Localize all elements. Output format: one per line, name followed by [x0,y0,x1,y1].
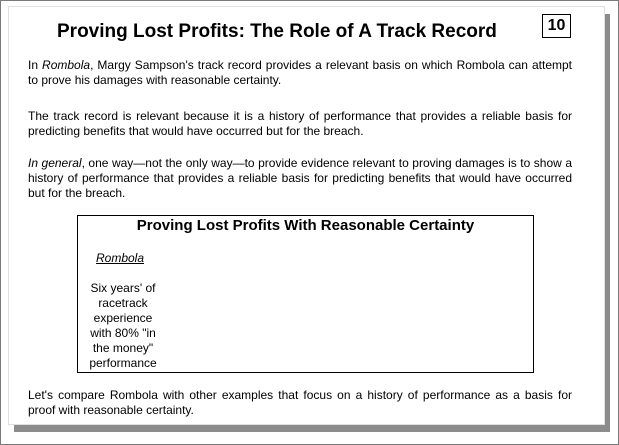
paragraph-text: , Margy Sampson's track record provides a relevant basis on which Rombola can attempt to prove his damages with reasonable certainty. [28,58,572,87]
box-title: Proving Lost Profits With Reasonable Certainty [136,217,475,234]
case-description: Six years' of racetrack experience with 80% "in the money" performance [89,281,157,370]
page-number: 10 [542,14,571,38]
italic-lead: In general [28,156,82,170]
case-name-rombola: Rombola [96,251,145,265]
paragraph-prefix: In [28,58,43,72]
case-name-italic: Rombola [42,58,91,72]
slide-title: Proving Lost Profits: The Role of A Track Record [57,21,497,42]
paragraph-compare: Let's compare Rombola with other examples that focus on a history of performance as a basis for proof with reasonable certainty. [28,388,572,417]
paragraph-rombola-track-record [28,58,572,88]
reasonable-certainty-box [77,215,534,373]
paragraph-relevance: The track record is relevant because it is a history of performance that provides a reliable basis for predicting benefits that would have occurred but for the breach. [28,109,572,138]
paragraph-general-rule [28,156,572,201]
paragraph-text: , one way—not the only way—to provide evidence relevant to proving damages is to show a history of performance that provides a reliable basis for predicting benefits that would have occurred but for the breach. [28,156,572,200]
slide [8,6,605,425]
